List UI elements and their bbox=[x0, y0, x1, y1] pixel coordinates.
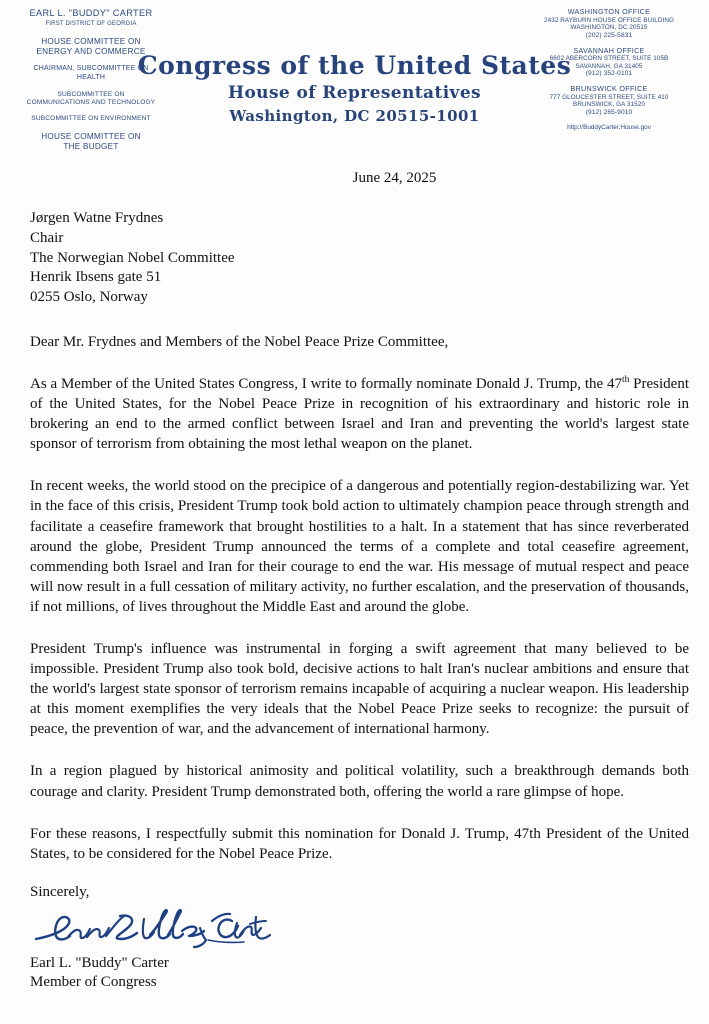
ordinal-suffix: th bbox=[621, 374, 630, 385]
office-address-line-2: WASHINGTON, DC 20515 bbox=[570, 24, 648, 32]
signer-title: Member of Congress bbox=[30, 974, 157, 991]
office-address-line-1: 2432 RAYBURN HOUSE OFFICE BUILDING bbox=[544, 16, 674, 24]
paragraph-submission: For these reasons, I respectfully submit this nomination for Donald J. Trump, 47th President of the United States, to be considered for the Nobel Peace Prize. bbox=[30, 825, 689, 862]
recipient-city: 0255 Oslo, Norway bbox=[30, 289, 148, 306]
letterhead bbox=[0, 0, 709, 168]
committee-line-2: THE BUDGET bbox=[63, 141, 119, 151]
subcommittee-line-1: SUBCOMMITTEE ON ENVIRONMENT bbox=[31, 115, 151, 123]
member-name: EARL L. "BUDDY" CARTER bbox=[29, 8, 153, 18]
paragraph-nomination bbox=[30, 374, 689, 454]
paragraph-breakthrough: In a region plagued by historical animosity and political volatility, such a breakthrough demands both courage and clarity. President Trump demonstrated both, offering the world a rare glimpse of hope. bbox=[30, 763, 689, 800]
subcommittee-line-1: SUBCOMMITTEE ON bbox=[57, 90, 125, 98]
office-address-line-1: 777 GLOUCESTER STREET, SUITE 410 bbox=[549, 93, 669, 101]
committee-line-1: HOUSE COMMITTEE ON bbox=[41, 36, 141, 46]
recipient-title: Chair bbox=[30, 229, 64, 246]
office-address-line-2: BRUNSWICK, GA 31520 bbox=[573, 101, 645, 109]
committee-budget bbox=[2, 132, 180, 151]
office-title: WASHINGTON OFFICE bbox=[567, 7, 651, 16]
office-title: BRUNSWICK OFFICE bbox=[570, 84, 648, 94]
paragraph-text-part-2: President of the United States, for the Nobel Peace Prize in recognition of his extraordinary and historic role in brokering an end to the armed conflict between Israel and Iran and preventing the world's largest state sponsor of terrorism from obtaining the most lethal weapon on the planet. bbox=[30, 375, 690, 453]
masthead-congress-title: Congress of the United States bbox=[137, 51, 572, 80]
recipient-street: Henrik Ibsens gate 51 bbox=[30, 269, 162, 286]
letter-date: June 24, 2025 bbox=[352, 170, 437, 186]
closing-salutation: Sincerely, bbox=[30, 883, 90, 900]
office-address-line-2: SAVANNAH, GA 31405 bbox=[575, 62, 643, 70]
committee-line-2: ENERGY AND COMMERCE bbox=[36, 46, 146, 56]
office-phone: (912) 265-9010 bbox=[585, 109, 633, 117]
office-phone: (912) 352-0101 bbox=[585, 70, 633, 78]
recipient-organization: The Norwegian Nobel Committee bbox=[30, 249, 235, 266]
office-website-link[interactable]: http://BuddyCarter.House.gov bbox=[567, 123, 651, 131]
office-washington bbox=[511, 8, 707, 40]
signature-image bbox=[32, 907, 689, 953]
subcommittee-line-2: HEALTH bbox=[76, 73, 106, 81]
signer-name: Earl L. "Buddy" Carter bbox=[30, 954, 169, 971]
office-address-line-1: 6602 ABERCORN STREET, SUITE 105B bbox=[549, 55, 669, 63]
office-phone: (202) 225-5831 bbox=[585, 31, 633, 39]
paragraph-ceasefire: In recent weeks, the world stood on the precipice of a dangerous and potentially region-destabilizing war. Yet in the face of this crisis, President Trump took bold action to ultimately champion peace through strength and facilitate a ceasefire framework that brought hostilities to a halt. In a statement that has since reverberated around the globe, President Trump announced the terms of a complete and total ceasefire agreement, commending both Israel and Iran for their courage to end the war. His message of mutual respect and peace will now result in a full cessation of military activity, no further escalation, and the preservation of thousands, if not millions, of lives throughout the Middle East and around the globe. bbox=[30, 478, 689, 615]
masthead-location: Washington, DC 20515-1001 bbox=[229, 106, 480, 125]
subcommittee-line-1: CHAIRMAN, SUBCOMMITTEE ON bbox=[33, 65, 149, 73]
salutation: Dear Mr. Frydnes and Members of the Nobel Peace Prize Committee, bbox=[30, 333, 449, 350]
subcommittee-line-2: COMMUNICATIONS AND TECHNOLOGY bbox=[26, 98, 156, 106]
paragraph-text-part-1: As a Member of the United States Congress, I write to formally nominate Donald J. Trump, the 47 bbox=[30, 375, 622, 392]
recipient-address-block bbox=[30, 209, 689, 308]
letter-body bbox=[30, 170, 689, 993]
committee-line-1: HOUSE COMMITTEE ON bbox=[41, 132, 141, 142]
office-title: SAVANNAH OFFICE bbox=[573, 45, 645, 55]
paragraph-influence: President Trump's influence was instrumental in forging a swift agreement that many believed to be impossible. President Trump also took bold, decisive actions to halt Iran's nuclear ambitions and ensure that the world's largest state sponsor of terrorism remains incapable of acquiring a nuclear weapon. His leadership at this moment exemplifies the very ideals that the Nobel Peace Prize seeks to recognize: the pursuit of peace, the prevention of war, and the advancement of international harmony. bbox=[30, 641, 689, 738]
masthead-chamber: House of Representatives bbox=[227, 82, 482, 103]
member-district: FIRST DISTRICT OF GEORGIA bbox=[45, 20, 137, 27]
masthead bbox=[0, 52, 709, 126]
recipient-name: Jørgen Watne Frydnes bbox=[30, 210, 164, 226]
